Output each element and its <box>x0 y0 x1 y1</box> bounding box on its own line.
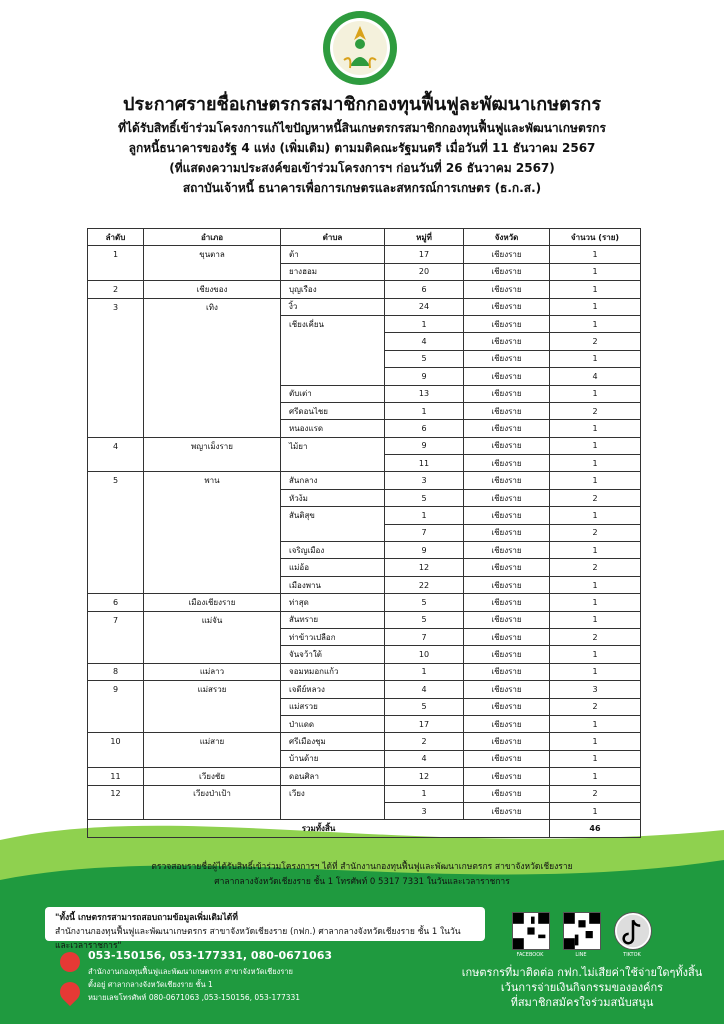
cell-order: 10 <box>88 733 144 750</box>
cell-count: 1 <box>550 802 641 819</box>
cell-count: 1 <box>550 576 641 593</box>
page-title: ประกาศรายชื่อเกษตรกรสมาชิกกองทุนฟื้นฟูละพัฒนาเกษตรกร <box>123 94 601 115</box>
office-line-2: ตั้งอยู่ ศาลากลางจังหวัดเชียงราย ชั้น 1 <box>88 980 213 989</box>
cell-count: 1 <box>550 455 641 472</box>
cell-subdistrict: แม่สรวย <box>281 698 385 715</box>
table-row <box>88 263 641 280</box>
header-order: ลำดับ <box>88 229 144 246</box>
cell-province: เชียงราย <box>464 298 550 315</box>
cell-district <box>144 542 281 559</box>
document-header <box>0 92 724 198</box>
table-row <box>88 750 641 767</box>
cell-count: 1 <box>550 715 641 732</box>
cell-subdistrict: หัวง้ม <box>281 489 385 506</box>
cell-subdistrict: ต้า <box>281 246 385 263</box>
cell-district: เชียงของ <box>144 281 281 298</box>
table-row <box>88 281 641 298</box>
cell-count: 2 <box>550 785 641 802</box>
cell-district <box>144 385 281 402</box>
cell-village: 7 <box>385 524 464 541</box>
table-row <box>88 333 641 350</box>
cell-district <box>144 333 281 350</box>
facebook-label: FACEBOOK <box>516 952 544 958</box>
cell-province: เชียงราย <box>464 750 550 767</box>
table-row <box>88 455 641 472</box>
table-row <box>88 524 641 541</box>
cell-count: 4 <box>550 368 641 385</box>
cell-order <box>88 368 144 385</box>
slogan <box>440 965 724 1010</box>
cell-count: 1 <box>550 246 641 263</box>
cell-order <box>88 628 144 645</box>
table-row <box>88 350 641 367</box>
cell-district <box>144 802 281 819</box>
notes <box>0 860 724 890</box>
header-province: จังหวัด <box>464 229 550 246</box>
cell-province: เชียงราย <box>464 333 550 350</box>
cell-village: 6 <box>385 281 464 298</box>
cell-subdistrict: จันจว้าใต้ <box>281 646 385 663</box>
cell-order <box>88 559 144 576</box>
cell-district: แม่จัน <box>144 611 281 628</box>
cell-subdistrict: ท่าสุด <box>281 594 385 611</box>
cell-district: พญาเม็งราย <box>144 437 281 454</box>
cell-subdistrict: บ้านด้าย <box>281 750 385 767</box>
cell-district <box>144 698 281 715</box>
cell-order: 1 <box>88 246 144 263</box>
cell-village: 1 <box>385 507 464 524</box>
cell-subdistrict: ตับเต่า <box>281 385 385 402</box>
cell-count: 1 <box>550 750 641 767</box>
cell-province: เชียงราย <box>464 715 550 732</box>
cell-district <box>144 489 281 506</box>
cell-district: พาน <box>144 472 281 489</box>
cell-subdistrict: ไม้ยา <box>281 437 385 454</box>
cell-province: เชียงราย <box>464 350 550 367</box>
cell-subdistrict <box>281 333 385 350</box>
cell-count: 1 <box>550 385 641 402</box>
cell-province: เชียงราย <box>464 402 550 419</box>
cell-district: เมืองเชียงราย <box>144 594 281 611</box>
cell-subdistrict <box>281 350 385 367</box>
cell-subdistrict: ดอนศิลา <box>281 768 385 785</box>
table-row <box>88 246 641 263</box>
cell-order <box>88 489 144 506</box>
table-row <box>88 733 641 750</box>
table-row <box>88 663 641 680</box>
cell-district <box>144 507 281 524</box>
cell-order <box>88 333 144 350</box>
cell-count: 2 <box>550 402 641 419</box>
cell-district <box>144 750 281 767</box>
cell-province: เชียงราย <box>464 802 550 819</box>
subtitle-line-4: สถาบันเจ้าหนี้ ธนาคารเพื่อการเกษตรและสหกรณ์การเกษตร (ธ.ก.ส.) <box>182 181 542 195</box>
cell-subdistrict: สันทราย <box>281 611 385 628</box>
table-row <box>88 298 641 315</box>
cell-village: 5 <box>385 698 464 715</box>
header-count: จำนวน (ราย) <box>550 229 641 246</box>
cell-count: 1 <box>550 733 641 750</box>
cell-village: 13 <box>385 385 464 402</box>
cell-order: 2 <box>88 281 144 298</box>
cell-count: 1 <box>550 315 641 332</box>
cell-subdistrict: จอมหมอกแก้ว <box>281 663 385 680</box>
cell-village: 12 <box>385 768 464 785</box>
cell-village: 2 <box>385 733 464 750</box>
tiktok-qr-icon[interactable] <box>614 912 652 950</box>
facebook-qr-icon[interactable] <box>512 912 550 950</box>
cell-village: 1 <box>385 402 464 419</box>
slogan-line-3: ที่สมาชิกสมัครใจร่วมสนับสนุน <box>510 996 654 1009</box>
cell-subdistrict: งิ้ว <box>281 298 385 315</box>
cell-province: เชียงราย <box>464 559 550 576</box>
cell-order <box>88 455 144 472</box>
table-row <box>88 785 641 802</box>
table-row <box>88 315 641 332</box>
cell-village: 5 <box>385 489 464 506</box>
table-row <box>88 646 641 663</box>
cell-province: เชียงราย <box>464 507 550 524</box>
subtitle-line-1: ที่ได้รับสิทธิ์เข้าร่วมโครงการแก้ไขปัญหาหนี้สินเกษตรกรสมาชิกกองทุนฟื้นฟูและพัฒนาเกษตรกร <box>118 121 606 135</box>
cell-province: เชียงราย <box>464 768 550 785</box>
cell-subdistrict: เวียง <box>281 785 385 802</box>
cell-order <box>88 802 144 819</box>
cell-village: 4 <box>385 333 464 350</box>
note-line-1: ตรวจสอบรายชื่อผู้ได้รับสิทธิ์เข้าร่วมโครงการฯ ได้ที่ สำนักงานกองทุนฟื้นฟูและพัฒนาเกษตรกร สาขาจังหวัดเชียงราย <box>151 862 573 872</box>
cell-district <box>144 646 281 663</box>
cell-village: 7 <box>385 628 464 645</box>
table-row <box>88 507 641 524</box>
cell-count: 1 <box>550 420 641 437</box>
table-row <box>88 385 641 402</box>
table-row <box>88 611 641 628</box>
cell-count: 1 <box>550 768 641 785</box>
cell-village: 4 <box>385 681 464 698</box>
office-line-1: สำนักงานกองทุนฟื้นฟูและพัฒนาเกษตรกร สาขาจังหวัดเชียงราย <box>88 967 293 976</box>
cell-district <box>144 350 281 367</box>
cell-order: 11 <box>88 768 144 785</box>
cell-province: เชียงราย <box>464 281 550 298</box>
cell-village: 11 <box>385 455 464 472</box>
cell-province: เชียงราย <box>464 246 550 263</box>
cell-order <box>88 420 144 437</box>
cell-count: 2 <box>550 524 641 541</box>
table-row <box>88 542 641 559</box>
table-row <box>88 472 641 489</box>
cell-village: 6 <box>385 420 464 437</box>
cell-subdistrict: เมืองพาน <box>281 576 385 593</box>
tiktok-label: TIKTOK <box>623 952 641 958</box>
cell-subdistrict: เชียงเคี่ยน <box>281 315 385 332</box>
cell-district <box>144 420 281 437</box>
cell-count: 1 <box>550 507 641 524</box>
cell-province: เชียงราย <box>464 594 550 611</box>
cell-subdistrict: ศรีดอนไชย <box>281 402 385 419</box>
cell-order <box>88 750 144 767</box>
table-row <box>88 768 641 785</box>
cell-province: เชียงราย <box>464 646 550 663</box>
cell-district <box>144 628 281 645</box>
cell-province: เชียงราย <box>464 437 550 454</box>
cell-province: เชียงราย <box>464 455 550 472</box>
cell-subdistrict: สันติสุข <box>281 507 385 524</box>
cell-count: 1 <box>550 542 641 559</box>
cell-order: 9 <box>88 681 144 698</box>
info-line-1: "ทั้งนี้ เกษตรกรสามารถสอบถามข้อมูลเพิ่มเติมได้ที่ <box>55 913 238 923</box>
cell-province: เชียงราย <box>464 542 550 559</box>
cell-village: 5 <box>385 611 464 628</box>
cell-district: แม่สรวย <box>144 681 281 698</box>
slogan-line-2: เว้นการจ่ายเงินกิจกรรมขององค์กร <box>500 981 664 994</box>
cell-order <box>88 402 144 419</box>
cell-order: 12 <box>88 785 144 802</box>
info-box <box>45 907 485 951</box>
cell-province: เชียงราย <box>464 733 550 750</box>
cell-village: 1 <box>385 315 464 332</box>
cell-count: 1 <box>550 263 641 280</box>
cell-province: เชียงราย <box>464 489 550 506</box>
cell-subdistrict: เจดีย์หลวง <box>281 681 385 698</box>
header-subdistrict: ตำบล <box>281 229 385 246</box>
cell-district: เวียงชัย <box>144 768 281 785</box>
phone-numbers: 053-150156, 053-177331, 080-0671063 <box>88 949 333 962</box>
farmer-table <box>87 228 641 838</box>
total-label: รวมทั้งสิ้น <box>88 820 550 837</box>
table-total-row <box>88 820 641 837</box>
cell-order: 8 <box>88 663 144 680</box>
table-row <box>88 628 641 645</box>
cell-order <box>88 524 144 541</box>
cell-village: 10 <box>385 646 464 663</box>
cell-village: 12 <box>385 559 464 576</box>
cell-subdistrict: บุญเรือง <box>281 281 385 298</box>
cell-count: 1 <box>550 663 641 680</box>
table-row <box>88 698 641 715</box>
table-row <box>88 368 641 385</box>
cell-province: เชียงราย <box>464 785 550 802</box>
cell-province: เชียงราย <box>464 263 550 280</box>
cell-subdistrict <box>281 455 385 472</box>
cell-order <box>88 576 144 593</box>
cell-province: เชียงราย <box>464 681 550 698</box>
header-district: อำเภอ <box>144 229 281 246</box>
cell-province: เชียงราย <box>464 368 550 385</box>
cell-order <box>88 542 144 559</box>
cell-order: 4 <box>88 437 144 454</box>
cell-village: 24 <box>385 298 464 315</box>
cell-order <box>88 385 144 402</box>
cell-province: เชียงราย <box>464 611 550 628</box>
cell-village: 17 <box>385 246 464 263</box>
cell-province: เชียงราย <box>464 524 550 541</box>
cell-district <box>144 559 281 576</box>
cell-village: 5 <box>385 594 464 611</box>
cell-order: 7 <box>88 611 144 628</box>
cell-count: 2 <box>550 559 641 576</box>
cell-district: ขุนตาล <box>144 246 281 263</box>
cell-district: เวียงป่าเป้า <box>144 785 281 802</box>
cell-province: เชียงราย <box>464 315 550 332</box>
cell-province: เชียงราย <box>464 628 550 645</box>
cell-district <box>144 368 281 385</box>
cell-village: 20 <box>385 263 464 280</box>
cell-subdistrict: หนองแรด <box>281 420 385 437</box>
table-row <box>88 576 641 593</box>
cell-order <box>88 507 144 524</box>
cell-order: 5 <box>88 472 144 489</box>
cell-province: เชียงราย <box>464 385 550 402</box>
slogan-line-1: เกษตรกรที่มาติดต่อ กฟก.ไม่เสียค่าใช้จ่ายใดๆทั้งสิ้น <box>461 966 703 979</box>
cell-count: 1 <box>550 298 641 315</box>
cell-count: 1 <box>550 594 641 611</box>
cell-district: แม่ลาว <box>144 663 281 680</box>
cell-order <box>88 646 144 663</box>
cell-district <box>144 524 281 541</box>
cell-province: เชียงราย <box>464 576 550 593</box>
cell-village: 22 <box>385 576 464 593</box>
farmer-table-container <box>87 228 640 838</box>
table-row <box>88 559 641 576</box>
cell-district: แม่สาย <box>144 733 281 750</box>
cell-subdistrict: ศรีเมืองชุม <box>281 733 385 750</box>
cell-subdistrict: ยางฮอม <box>281 263 385 280</box>
cell-subdistrict <box>281 368 385 385</box>
subtitle-line-3: (ที่แสดงความประสงค์ขอเข้าร่วมโครงการฯ ก่อนวันที่ 26 ธันวาคม 2567) <box>169 161 555 175</box>
cell-order: 6 <box>88 594 144 611</box>
cell-count: 2 <box>550 489 641 506</box>
fund-logo-icon <box>322 10 398 86</box>
cell-province: เชียงราย <box>464 472 550 489</box>
cell-subdistrict: แม่อ้อ <box>281 559 385 576</box>
cell-province: เชียงราย <box>464 420 550 437</box>
cell-count: 1 <box>550 646 641 663</box>
cell-count: 1 <box>550 350 641 367</box>
note-line-2: ศาลากลางจังหวัดเชียงราย ชั้น 1 โทรศัพท์ 0 5317 7331 ในวันและเวลาราชการ <box>214 877 510 887</box>
info-line-2: สำนักงานกองทุนฟื้นฟูและพัฒนาเกษตรกร สาขาจังหวัดเชียงราย (กฟก.) ศาลากลางจังหวัดเชียงราย ชั้น 1 ในวันและเวลาราชการ" <box>55 927 461 951</box>
cell-village: 5 <box>385 350 464 367</box>
cell-village: 1 <box>385 663 464 680</box>
cell-village: 3 <box>385 802 464 819</box>
cell-village: 1 <box>385 785 464 802</box>
cell-district: เทิง <box>144 298 281 315</box>
cell-count: 3 <box>550 681 641 698</box>
cell-order: 3 <box>88 298 144 315</box>
cell-district <box>144 576 281 593</box>
line-qr-icon[interactable] <box>563 912 601 950</box>
cell-subdistrict: สันกลาง <box>281 472 385 489</box>
subtitle-line-2: ลูกหนี้ธนาคารของรัฐ 4 แห่ง (เพิ่มเติม) ตามมติคณะรัฐมนตรี เมื่อวันที่ 11 ธันวาคม 2567 <box>128 141 596 155</box>
cell-village: 9 <box>385 368 464 385</box>
cell-village: 17 <box>385 715 464 732</box>
cell-district <box>144 455 281 472</box>
cell-district <box>144 715 281 732</box>
contact-block <box>60 948 390 1003</box>
table-row <box>88 489 641 506</box>
table-row <box>88 402 641 419</box>
total-value: 46 <box>550 820 641 837</box>
cell-count: 2 <box>550 628 641 645</box>
cell-village: 9 <box>385 542 464 559</box>
office-line-3: หมายเลขโทรศัพท์ 080-0671063 ,053-150156, 053-177331 <box>88 993 301 1002</box>
cell-village: 3 <box>385 472 464 489</box>
cell-village: 9 <box>385 437 464 454</box>
cell-order <box>88 698 144 715</box>
cell-subdistrict: เจริญเมือง <box>281 542 385 559</box>
cell-count: 1 <box>550 281 641 298</box>
table-row <box>88 715 641 732</box>
table-row <box>88 802 641 819</box>
cell-count: 2 <box>550 698 641 715</box>
header-village: หมู่ที่ <box>385 229 464 246</box>
cell-subdistrict <box>281 802 385 819</box>
cell-district <box>144 263 281 280</box>
cell-order <box>88 263 144 280</box>
cell-count: 1 <box>550 437 641 454</box>
cell-order <box>88 350 144 367</box>
cell-province: เชียงราย <box>464 698 550 715</box>
table-row <box>88 594 641 611</box>
table-row <box>88 420 641 437</box>
line-label: LINE <box>575 952 587 958</box>
table-header-row <box>88 229 641 246</box>
cell-district <box>144 315 281 332</box>
cell-district <box>144 402 281 419</box>
table-row <box>88 437 641 454</box>
cell-count: 1 <box>550 611 641 628</box>
cell-count: 2 <box>550 333 641 350</box>
cell-subdistrict: ท่าข้าวเปลือก <box>281 628 385 645</box>
cell-subdistrict <box>281 524 385 541</box>
cell-count: 1 <box>550 472 641 489</box>
cell-village: 4 <box>385 750 464 767</box>
cell-province: เชียงราย <box>464 663 550 680</box>
cell-order <box>88 315 144 332</box>
table-row <box>88 681 641 698</box>
cell-subdistrict: ป่าแดด <box>281 715 385 732</box>
cell-order <box>88 715 144 732</box>
